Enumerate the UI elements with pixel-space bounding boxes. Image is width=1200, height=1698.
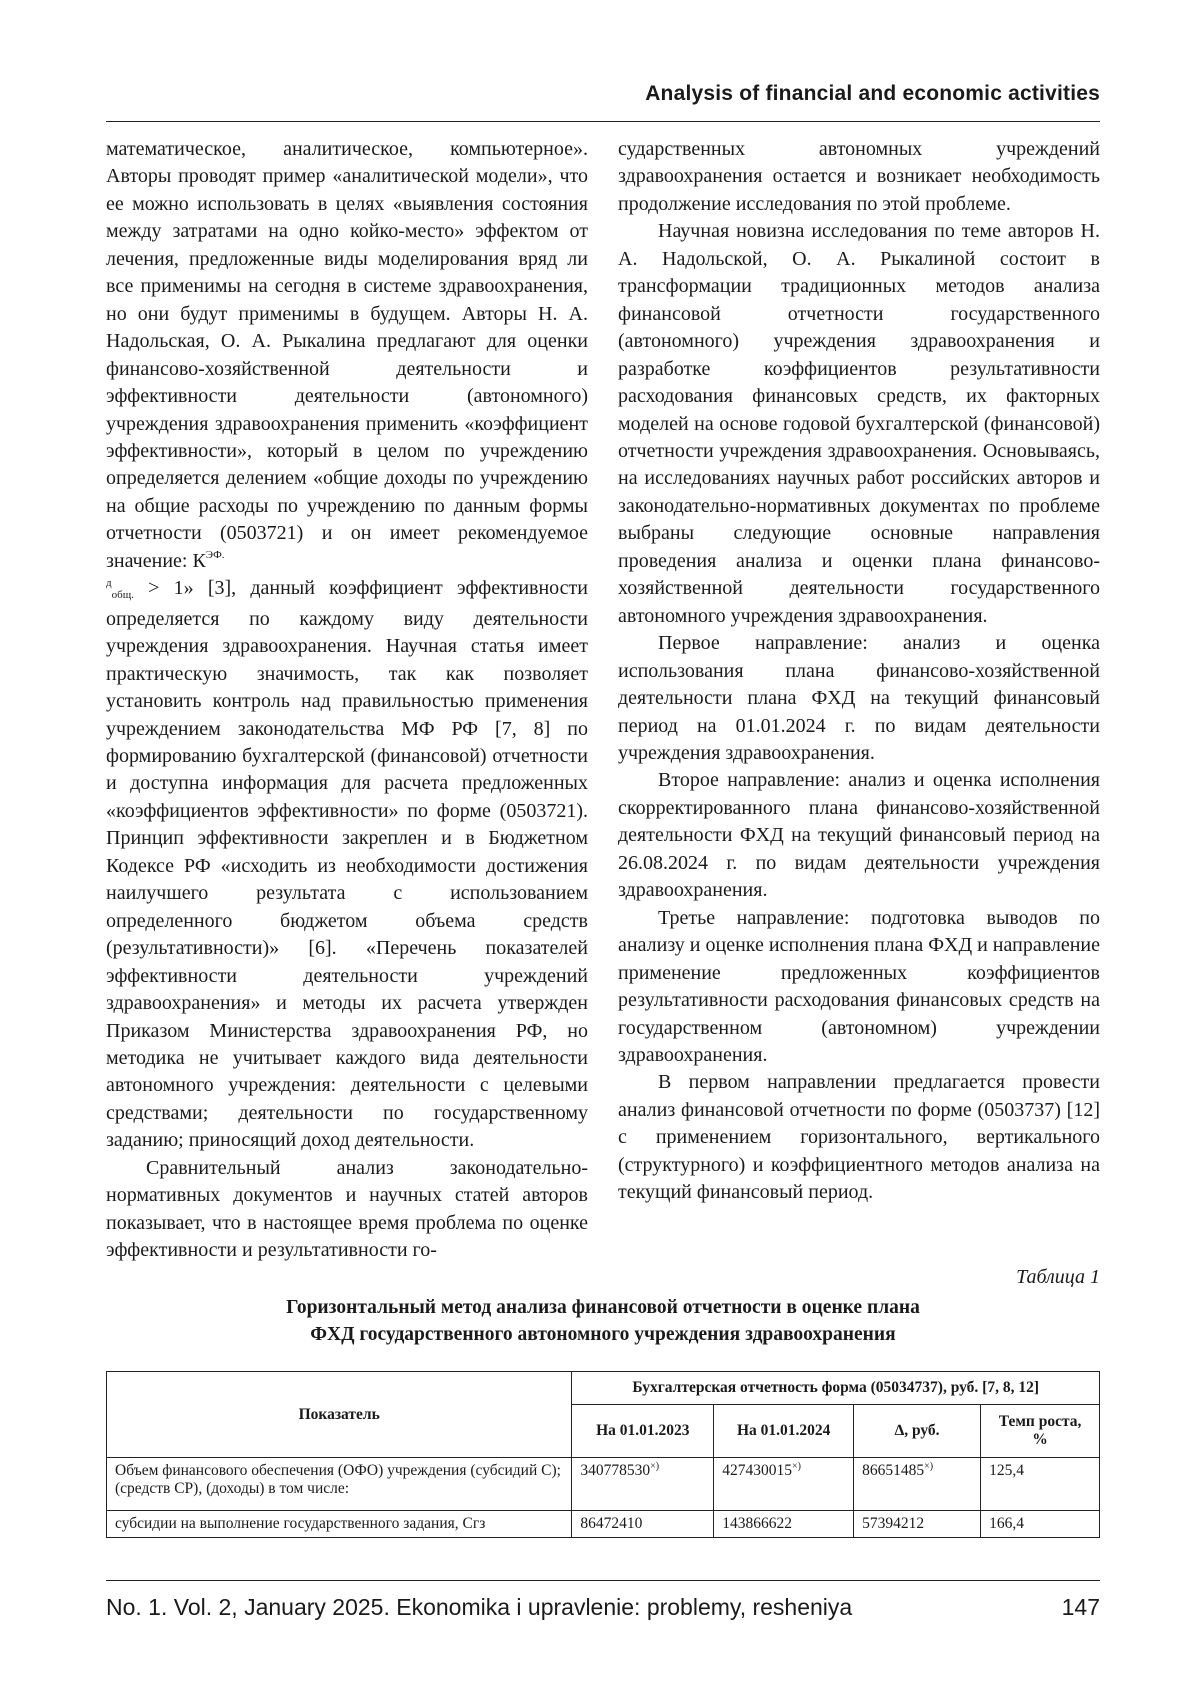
- right-paragraph-6: В первом направлении предлагается провести анализ финансовой отчетности по форме (0503737) [12] с применением горизонтального, вертикального (структурного) и коэффициентного методов анализа на текущий финансовый период.: [618, 1071, 1100, 1204]
- table-title: [106, 1294, 1100, 1348]
- right-column: [618, 136, 1100, 1207]
- right-paragraph-4: Второе направление: анализ и оценка исполнения скорректированного плана финансово-хозяйственной деятельности ФХД на текущий финансовый период на 26.08.2024 г. по видам деятельности учреждения здравоохранения.: [618, 769, 1100, 902]
- left-column: [106, 136, 588, 1265]
- row-delta: 86651485×): [854, 1458, 981, 1511]
- footnote-mark: ×): [650, 1461, 660, 1472]
- header-rule: [106, 121, 1100, 122]
- row-growth: 125,4: [981, 1458, 1100, 1511]
- footnote-mark: ×): [924, 1461, 934, 1472]
- row-value-2023: 340778530×): [572, 1458, 714, 1511]
- row-value-2024: 427430015×): [714, 1458, 854, 1511]
- footer-citation: No. 1. Vol. 2, January 2025. Ekonomika i upravlenie: problemy, resheniya: [106, 1594, 853, 1620]
- table-title-line-2: ФХД государственного автономного учреждения здравоохранения: [310, 1324, 896, 1345]
- table-title-line-1: Горизонтальный метод анализа финансовой отчетности в оценке плана: [286, 1297, 920, 1318]
- header-group: Бухгалтерская отчетность форма (05034737), руб. [7, 8, 12]: [572, 1372, 1100, 1405]
- row-delta: 57394212: [854, 1511, 981, 1538]
- row-value-2024: 143866622: [714, 1511, 854, 1538]
- right-paragraph-1: сударственных автономных учреждений здравоохранения остается и возникает необходимость продолжение исследования по этой проблеме.: [618, 138, 1100, 215]
- left-p1-text: математическое, аналитическое, компьютерное». Авторы проводят пример «аналитической модели», что ее можно использовать в целях «выявления состояния между затратами на одно койко-место» эффектом от лечения, предложенные виды моделирования вряд ли все применимы на сегодня в системе здравоохранения, но они будут применимы в будущем. Авторы Н. А. Надольская, О. А. Рыкалина предлагают для оценки финансово-хозяйственной деятельности и эффективности деятельности (автономного) учреждения здравоохранения применить «коэффициент эффективности», который в целом по учреждению определяется делением «общие доходы по учреждению на общие расходы по учреждению по данным формы отчетности (0503721) и он имеет рекомендуемое значение: К: [106, 138, 588, 572]
- left-p1-end: > 1» [3], данный коэффициент эффективности определяется по каждому виду деятельности учреждения здравоохранения. Научная статья имеет практическую значимость, так как позволяет установить контроль над правильностью применения учреждением законодательства МФ РФ [7, 8] по формированию бухгалтерской (финансовой) отчетности и доступна информация для расчета предложенных «коэффициентов эффективности» по форме (0503721). Принцип эффективности закреплен и в Бюджетном Кодексе РФ «исходить из необходимости достижения наилучшего результата с использованием определенного бюджетом объема средств (результативности)» [6]. «Перечень показателей эффективности деятельности учреждений здравоохранения» и методы их расчета утвержден Приказом Министерства здравоохранения РФ, но методика не учитывает каждого вида деятельности автономного учреждения: деятельности с целевыми средствами; деятельности по государственному заданию; приносящий доход деятельности.: [106, 577, 588, 1152]
- header-2024: На 01.01.2024: [714, 1405, 854, 1458]
- financial-table: [106, 1371, 1100, 1538]
- coefficient-superscript: ЭФ.: [205, 548, 225, 561]
- header-2023: На 01.01.2023: [572, 1405, 714, 1458]
- coefficient-d-label: д: [106, 577, 112, 590]
- running-header: Analysis of financial and economic activities: [645, 82, 1100, 105]
- page-number: 147: [1061, 1594, 1100, 1620]
- row-value-2023: 86472410: [572, 1511, 714, 1538]
- table-row: [107, 1458, 1100, 1511]
- left-paragraph-2: Сравнительный анализ законодательно-нормативных документов и научных статей авторов показывает, что в настоящее время проблема по оценке эффективности и результативности го-: [106, 1156, 588, 1262]
- row-indicator: субсидии на выполнение государственного задания, Сгз: [107, 1511, 572, 1538]
- footnote-mark: ×): [792, 1461, 801, 1472]
- table-header-row-1: [107, 1372, 1100, 1405]
- right-paragraph-2: Научная новизна исследования по теме авторов Н. А. Надольской, О. А. Рыкалиной состоит в трансформации традиционных методов анализа финансовой отчетности государственного (автономного) учреждения здравоохранения и разработке коэффициентов результативности расходования финансовых средств, их факторных моделей на основе годовой бухгалтерской (финансовой) отчетности учреждения здравоохранения. Основываясь, на исследованиях научных работ российских авторов и законодательно-нормативных документах по проблеме выбраны следующие основные направления проведения анализа и оценки плана финансово-хозяйственной деятельности государственного автономного учреждения здравоохранения.: [618, 220, 1100, 627]
- table-row: [107, 1511, 1100, 1538]
- table-label: Таблица 1: [1016, 1266, 1100, 1288]
- right-paragraph-3: Первое направление: анализ и оценка использования плана финансово-хозяйственной деятельности плана ФХД на текущий финансовый период на 01.01.2024 г. по видам деятельности учреждения здравоохранения.: [618, 632, 1100, 764]
- row-growth: 166,4: [981, 1511, 1100, 1538]
- footer-rule: [106, 1580, 1100, 1581]
- right-paragraph-5: Третье направление: подготовка выводов по анализу и оценке исполнения плана ФХД и направление применение предложенных коэффициентов результативности расходования финансовых средств на государственном (автономном) учреждении здравоохранения.: [618, 906, 1101, 1066]
- row-indicator: Объем финансового обеспечения (ОФО) учреждения (субсидий С); (средств СР), (доходы) в том числе:: [107, 1458, 572, 1511]
- header-indicator: Показатель: [107, 1372, 572, 1458]
- coefficient-subscript: общ.: [111, 589, 134, 602]
- header-delta: ∆, руб.: [854, 1405, 981, 1458]
- footer: [106, 1594, 1100, 1621]
- left-paragraph-1: [106, 136, 588, 1155]
- header-growth: Темп роста, %: [981, 1405, 1100, 1458]
